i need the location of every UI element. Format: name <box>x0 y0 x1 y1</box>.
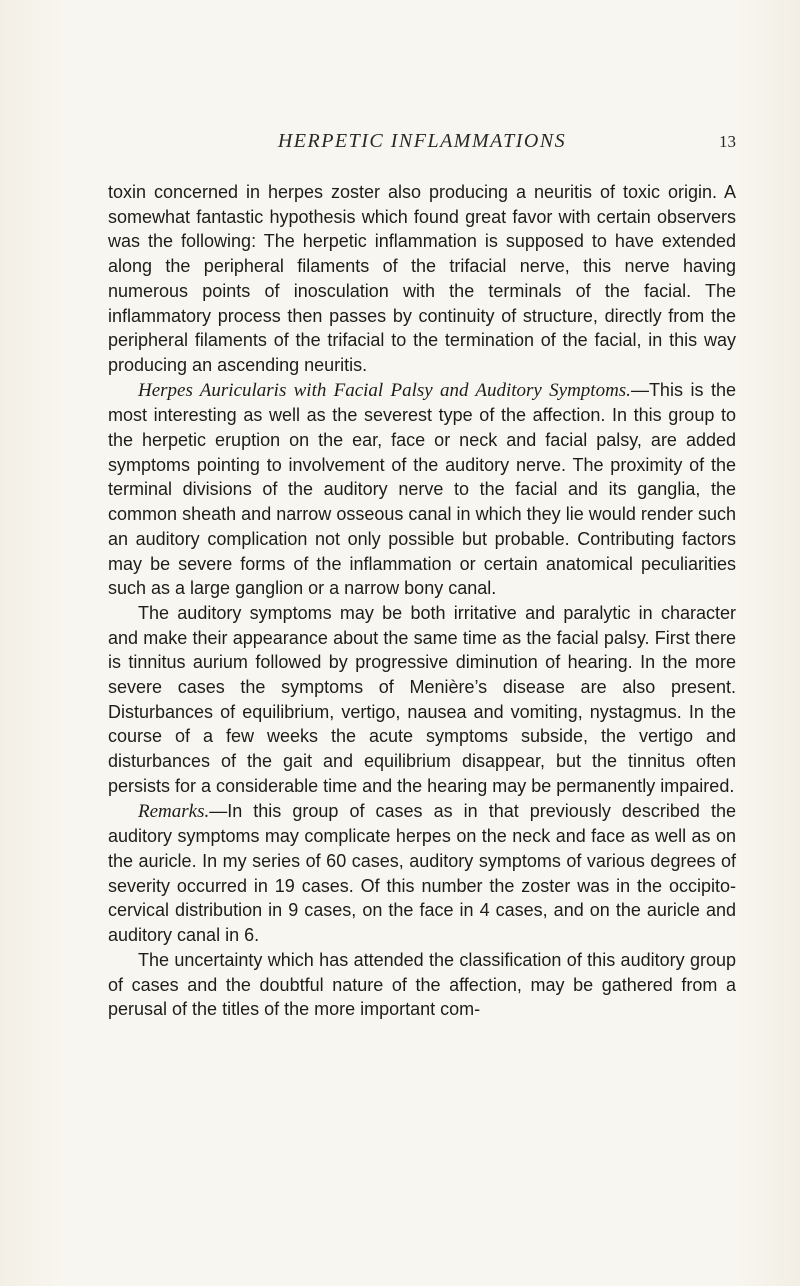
paragraph-4 <box>108 799 736 948</box>
paragraph-5: The uncertainty which has attended the classification of this auditory group of cases and the doubtful nature of the affection, may be gathered from a perusal of the titles of the more important com- <box>108 949 736 1020</box>
paragraph-4-text: —In this group of cases as in that previously described the auditory symptoms may complicate herpes on the neck and face as well as on the auricle. In my series of 60 cases, auditory symptoms of various degrees of severity occurred in 19 cases. Of this number the zoster was in the occipito-cervical distribution in 9 cases, on the face in 4 cases, and on the auricle and auditory canal in 6. <box>108 800 736 946</box>
section-heading-remarks: Remarks. <box>138 800 210 822</box>
section-heading-herpes-auricularis: Herpes Auricularis with Facial Palsy and Auditory Symptoms. <box>138 379 631 401</box>
body-text <box>108 180 736 1022</box>
paragraph-3: The auditory symptoms may be both irritative and paralytic in character and make their appearance about the same time as the facial palsy. First there is tinnitus aurium followed by progressive diminution of hearing. In the more severe cases the symptoms of Menière’s disease are also present. Disturbances of equilibrium, vertigo, nausea and vomiting, nystagmus. In the course of a few weeks the acute symptoms subside, the vertigo and disturbances of the gait and equilibrium disappear, but the tinnitus often persists for a considerable time and the hearing may be permanently impaired. <box>108 602 736 796</box>
running-head <box>108 130 736 154</box>
paragraph-2 <box>108 378 736 601</box>
paragraph-1: toxin concerned in herpes zoster also producing a neuritis of toxic origin. A somewhat fantastic hypothesis which found great favor with certain observers was the following: The herpetic inflammation is supposed to have extended along the peripheral filaments of the trifacial nerve, this nerve having numerous points of inosculation with the terminals of the facial. The inflammatory process then passes by continuity of structure, directly from the peripheral filaments of the trifacial to the termination of the facial, in this way producing an ascending neuritis. <box>108 182 736 375</box>
running-title: HERPETIC INFLAMMATIONS <box>277 130 567 152</box>
paragraph-2-text: —This is the most interesting as well as the severest type of the affection. In this group to the herpetic eruption on the ear, face or neck and facial palsy, are added symptoms pointing to involvement of the auditory nerve. The proximity of the terminal divisions of the auditory nerve to the facial and its ganglia, the common sheath and narrow osseous canal in which they lie would render such an auditory complication not only possible but probable. Contributing factors may be severe forms of the inflammation or certain anatomical peculiarities such as a large ganglion or a narrow bony canal. <box>108 379 736 599</box>
page-number: 13 <box>719 132 736 151</box>
